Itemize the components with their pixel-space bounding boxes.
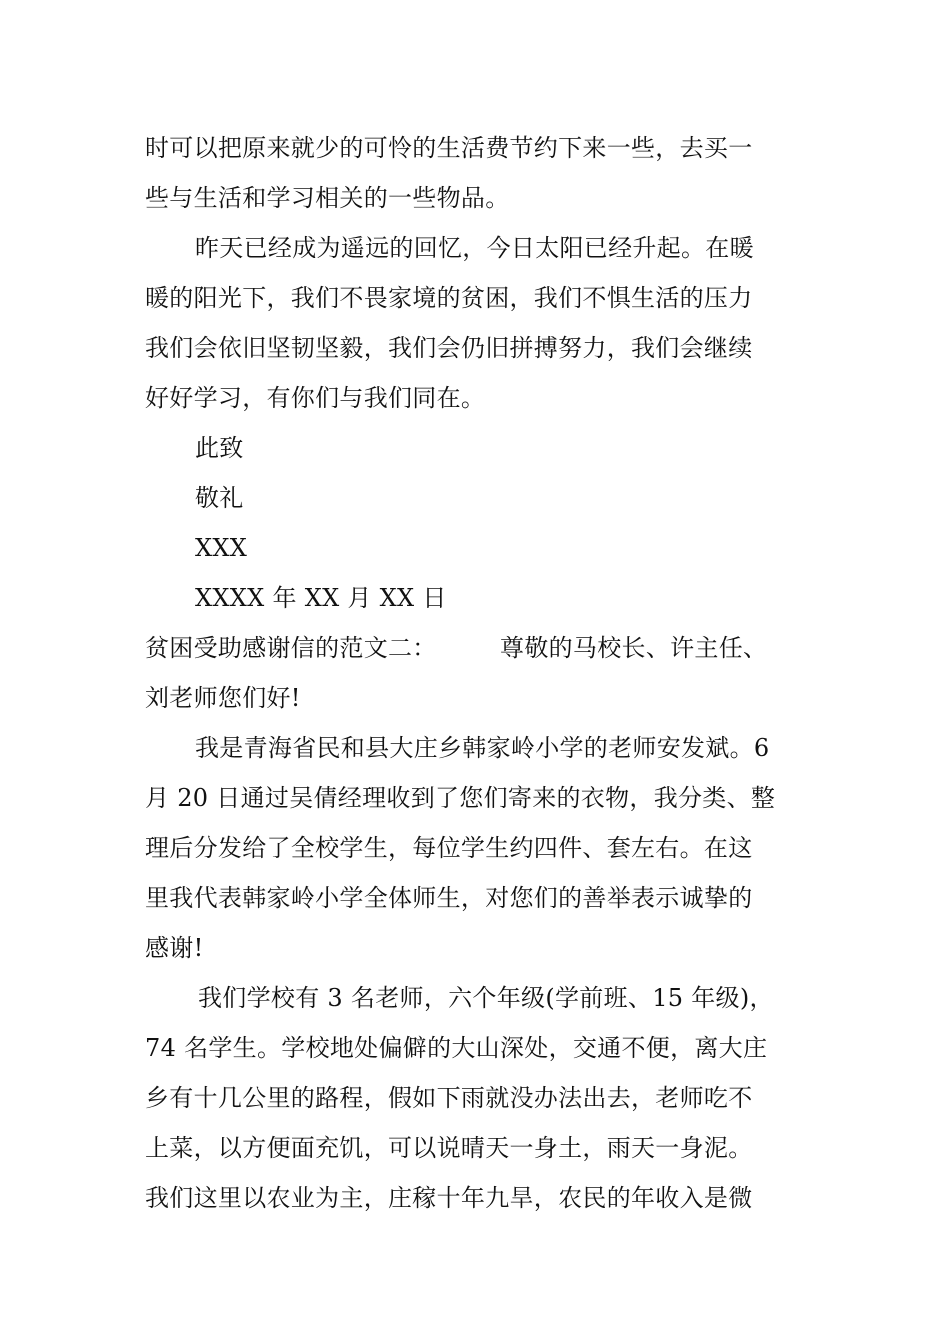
text-line: 时可以把原来就少的可怜的生活费节约下来一些，去买一 <box>145 134 753 162</box>
text-line: 刘老师您们好! <box>145 684 301 712</box>
closing-regards: 敬礼 <box>195 484 244 512</box>
text-line: 感谢! <box>145 934 204 962</box>
text-line: 些与生活和学习相关的一些物品。 <box>145 184 510 212</box>
text-line: 上菜，以方便面充饥，可以说晴天一身土，雨天一身泥。 <box>145 1134 753 1162</box>
text-line: 我们这里以农业为主，庄稼十年九旱，农民的年收入是微 <box>145 1184 753 1212</box>
text-line: 好好学习，有你们与我们同在。 <box>145 384 486 412</box>
signature-date: XXXX 年 XX 月 XX 日 <box>195 584 447 612</box>
text-line: 月 20 日通过吴倩经理收到了您们寄来的衣物，我分类、整 <box>145 784 776 812</box>
text-line: 我们学校有 3 名老师，六个年级(学前班、15 年级)， <box>198 984 774 1012</box>
signature-name: XXX <box>195 534 248 562</box>
section-heading: 贫困受助感谢信的范文二： 尊敬的马校长、许主任、 <box>145 634 768 662</box>
text-line: 74 名学生。学校地处偏僻的大山深处，交通不便，离大庄 <box>145 1034 768 1062</box>
text-line: 昨天已经成为遥远的回忆，今日太阳已经升起。在暖 <box>195 234 754 262</box>
text-line: 乡有十几公里的路程，假如下雨就没办法出去，老师吃不 <box>145 1084 753 1112</box>
text-line: 里我代表韩家岭小学全体师生，对您们的善举表示诚挚的 <box>145 884 753 912</box>
text-line: 我是青海省民和县大庄乡韩家岭小学的老师安发斌。6 <box>195 734 770 762</box>
closing-salutation: 此致 <box>195 434 244 462</box>
text-line: 暖的阳光下，我们不畏家境的贫困，我们不惧生活的压力 <box>145 284 753 312</box>
text-line: 我们会依旧坚韧坚毅，我们会仍旧拼搏努力，我们会继续 <box>145 334 753 362</box>
text-line: 理后分发给了全校学生，每位学生约四件、套左右。在这 <box>145 834 753 862</box>
